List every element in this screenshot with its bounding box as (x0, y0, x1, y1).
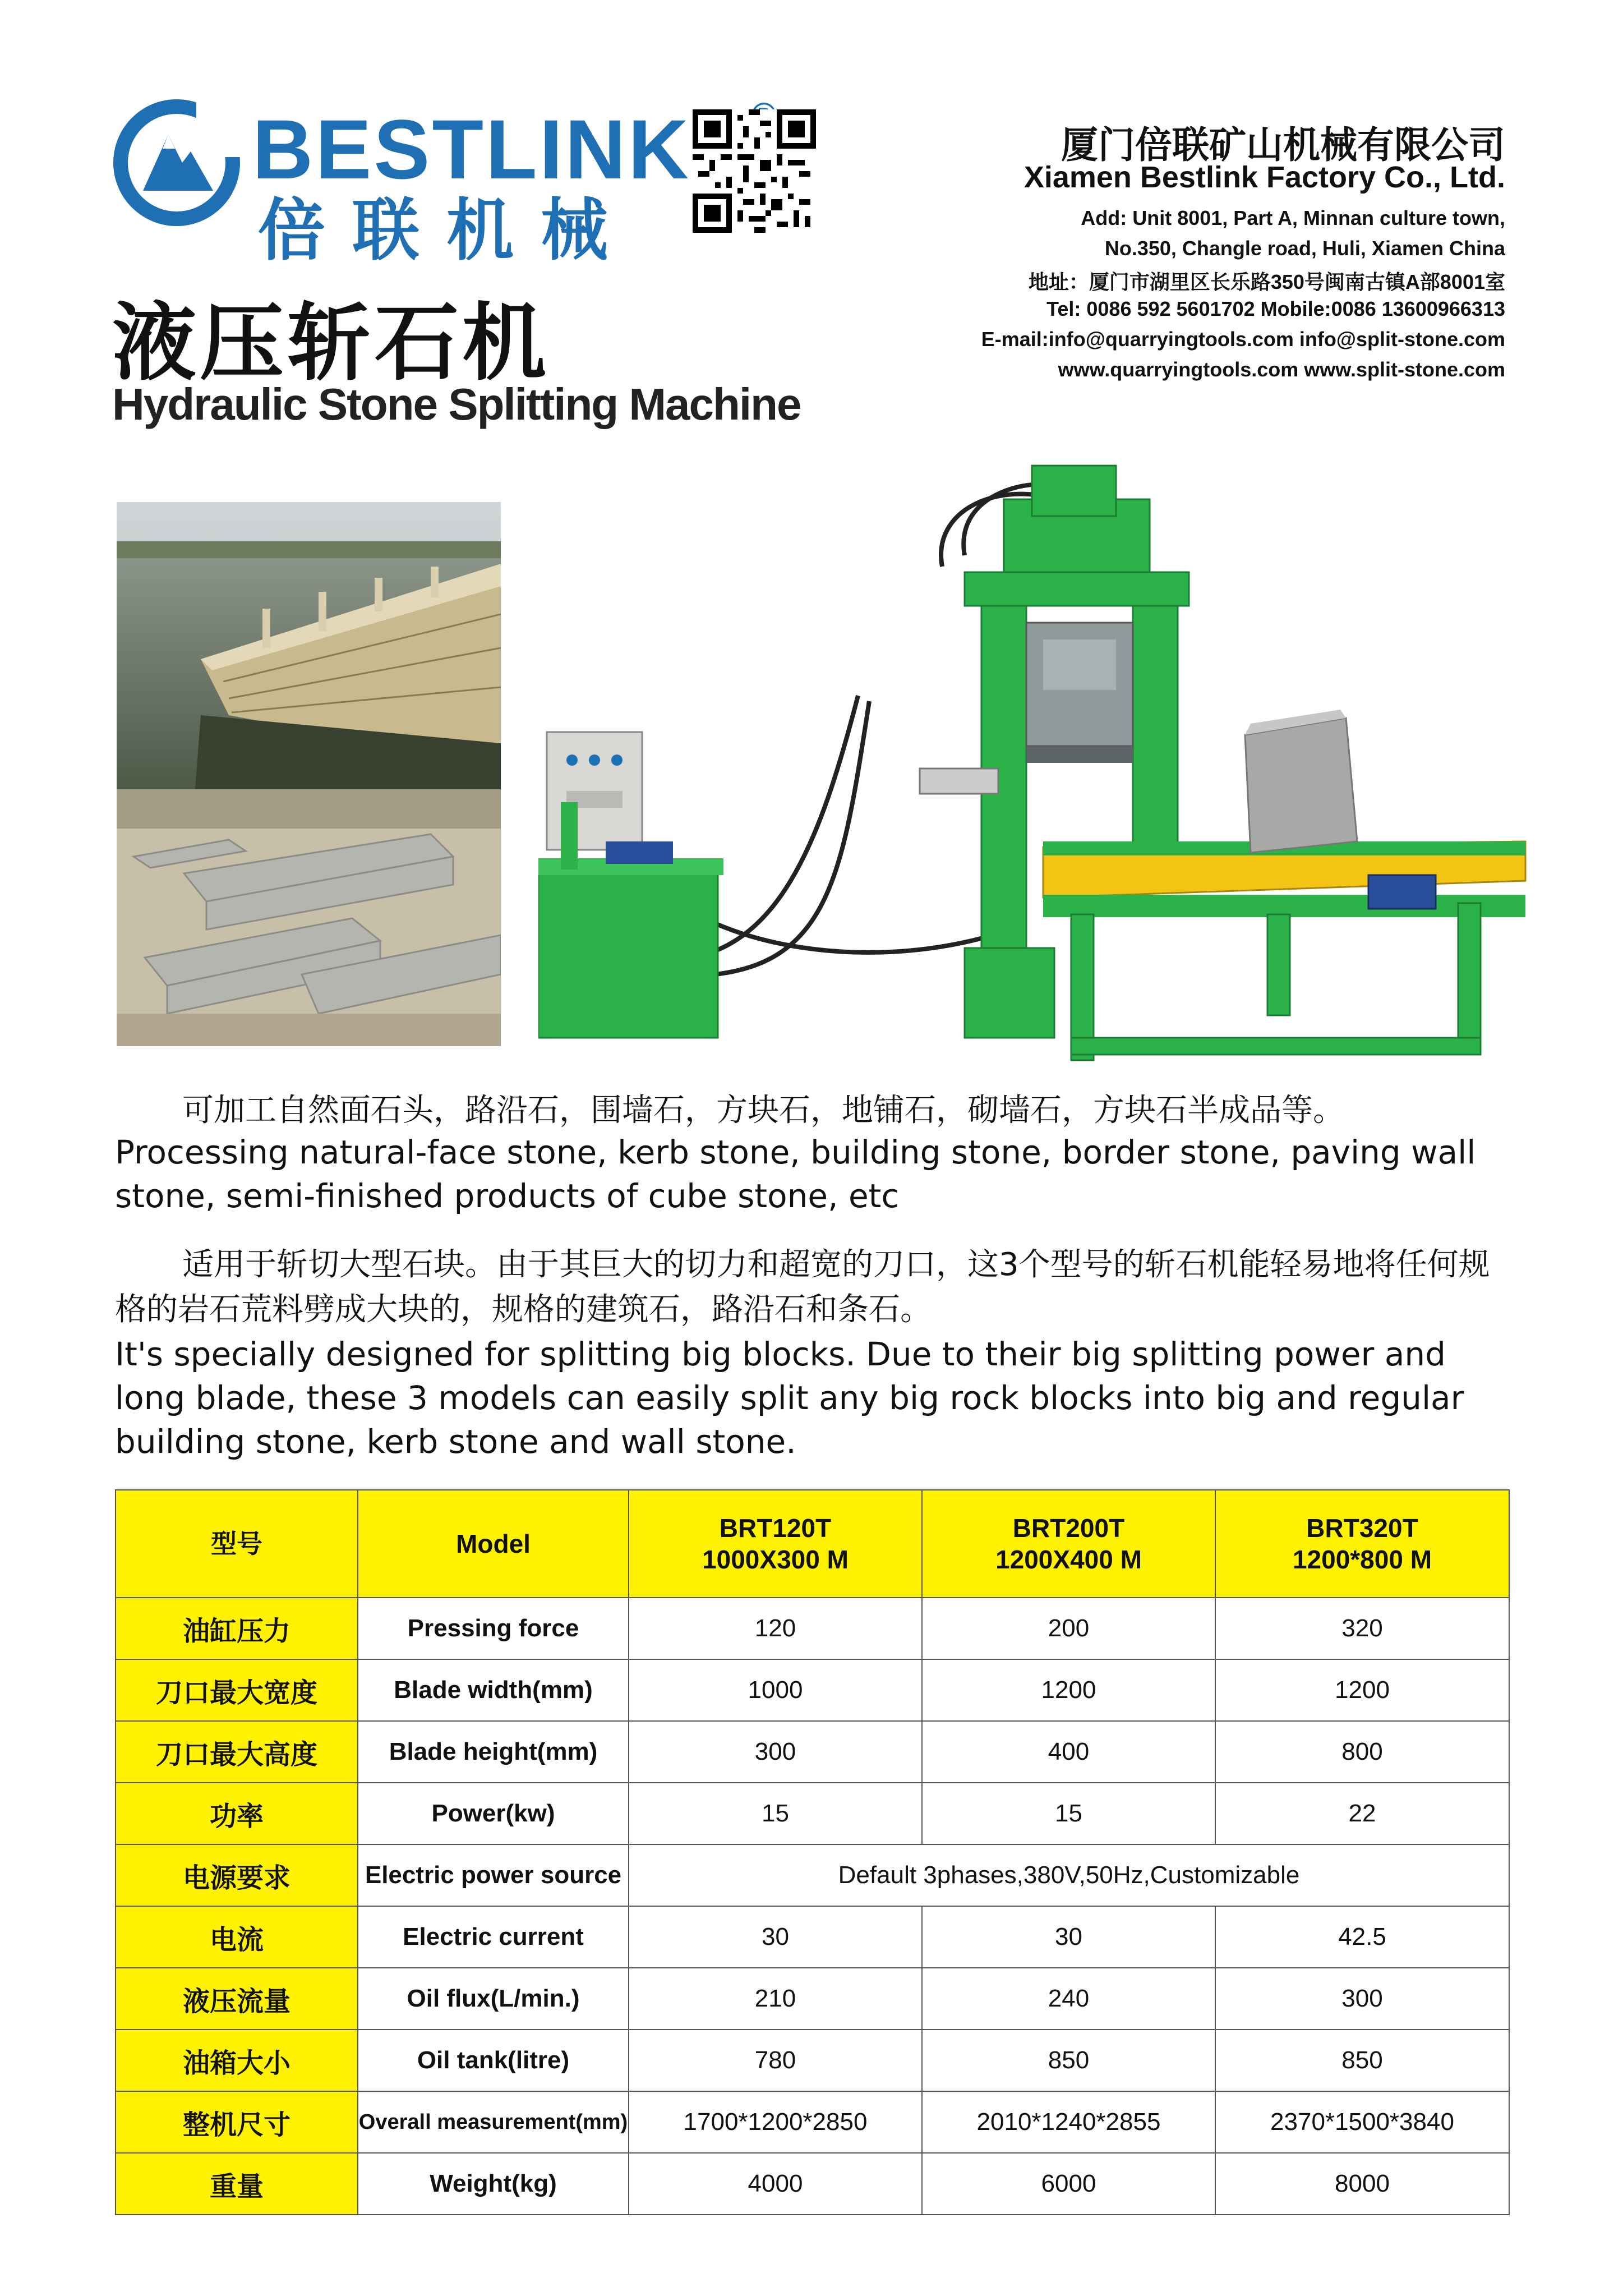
table-row (116, 2153, 1509, 2215)
company-name-en: Xiamen Bestlink Factory Co., Ltd. (1023, 160, 1505, 194)
company-phone: Tel: 0086 592 5601702 Mobile:0086 13600966313 (1046, 297, 1505, 320)
company-website: www.quarryingtools.com www.split-stone.com (1058, 358, 1505, 381)
table-row (116, 1659, 1509, 1721)
row-label-en: Oil flux(L/min.) (358, 1968, 629, 2030)
row-label-cn: 油箱大小 (116, 2030, 358, 2091)
specification-table (115, 1489, 1510, 2215)
table-row (116, 2030, 1509, 2091)
table-cell: 300 (629, 1721, 922, 1783)
row-label-en: Blade height(mm) (358, 1721, 629, 1783)
row-label-en: Electric current (358, 1906, 629, 1968)
table-cell: 30 (922, 1906, 1215, 1968)
header-model-brt320t (1215, 1490, 1509, 1598)
feature-paragraph-en: It's specially designed for splitting big blocks. Due to their big splitting power and long blade, these 3 models can easily split any big rock blocks into big and regular building stone, kerb stone and wall stone. (115, 1335, 1464, 1461)
table-cell: 850 (922, 2030, 1215, 2091)
row-label-cn: 电流 (116, 1906, 358, 1968)
company-name-cn: 厦门倍联矿山机械有限公司 (1061, 123, 1505, 167)
table-cell: 42.5 (1215, 1906, 1509, 1968)
row-label-cn: 整机尺寸 (116, 2091, 358, 2153)
table-row (116, 1844, 1509, 1906)
table-cell: 400 (922, 1721, 1215, 1783)
row-label-en: Pressing force (358, 1598, 629, 1659)
table-cell: 2010*1240*2855 (922, 2091, 1215, 2153)
table-row (116, 1968, 1509, 2030)
table-cell-merged: Default 3phases,380V,50Hz,Customizable (629, 1844, 1509, 1906)
brand-name-en: BESTLINK (252, 102, 691, 196)
model-name: BRT320T (1306, 1513, 1418, 1543)
brand-name-cn: 倍联机械 (258, 192, 635, 270)
table-row (116, 1721, 1509, 1783)
row-label-en: Weight(kg) (358, 2153, 629, 2215)
table-row (116, 1906, 1509, 1968)
row-label-cn: 液压流量 (116, 1968, 358, 2030)
row-label-cn: 刀口最大高度 (116, 1721, 358, 1783)
table-cell: 320 (1215, 1598, 1509, 1659)
row-label-en: Oil tank(litre) (358, 2030, 629, 2091)
table-cell: 8000 (1215, 2153, 1509, 2215)
row-label-en: Power(kw) (358, 1783, 629, 1844)
model-name: BRT200T (1012, 1513, 1125, 1543)
model-size: 1200*800 M (1292, 1545, 1432, 1574)
table-cell: 4000 (629, 2153, 922, 2215)
table-cell: 850 (1215, 2030, 1509, 2091)
row-label-cn: 电源要求 (116, 1844, 358, 1906)
kerb-stone-photo (117, 789, 501, 1046)
qr-code (693, 109, 816, 233)
table-cell: 300 (1215, 1968, 1509, 2030)
table-cell: 2370*1500*3840 (1215, 2091, 1509, 2153)
mountain-logo-icon (112, 95, 241, 236)
company-address-cn: 地址：厦门市湖里区长乐路350号闽南古镇A部8001室 (1028, 270, 1505, 293)
model-name: BRT120T (719, 1513, 832, 1543)
table-cell: 120 (629, 1598, 922, 1659)
row-label-en: Blade width(mm) (358, 1659, 629, 1721)
table-cell: 240 (922, 1968, 1215, 2030)
header-model-brt120t (629, 1490, 922, 1598)
table-cell: 30 (629, 1906, 922, 1968)
page-title-en: Hydraulic Stone Splitting Machine (112, 379, 801, 429)
header-model-en: Model (358, 1490, 629, 1598)
brand-logo (112, 95, 691, 270)
table-cell: 210 (629, 1968, 922, 2030)
table-cell: 6000 (922, 2153, 1215, 2215)
company-address-en-2: No.350, Changle road, Huli, Xiamen China (1104, 237, 1505, 260)
company-address-en-1: Add: Unit 8001, Part A, Minnan culture town, (1081, 206, 1505, 229)
feature-paragraph-cn: 适用于斩切大型石块。由于其巨大的切力和超宽的刀口，这3个型号的斩石机能轻易地将任何规格的岩石荒料劈成大块的，规格的建筑石，路沿石和条石。 (115, 1246, 1490, 1328)
table-row (116, 1783, 1509, 1844)
table-cell: 15 (629, 1783, 922, 1844)
row-label-cn: 刀口最大宽度 (116, 1659, 358, 1721)
table-cell: 1200 (922, 1659, 1215, 1721)
table-cell: 200 (922, 1598, 1215, 1659)
row-label-en: Electric power source (358, 1844, 629, 1906)
table-cell: 780 (629, 2030, 922, 2091)
intro-paragraph-cn: 可加工自然面石头，路沿石，围墙石，方块石，地铺石，砌墙石，方块石半成品等。 (182, 1092, 1344, 1129)
row-label-cn: 重量 (116, 2153, 358, 2215)
row-label-cn: 油缸压力 (116, 1598, 358, 1659)
intro-paragraph-en: Processing natural-face stone, kerb stone, building stone, border stone, paving wall stone, semi-finished products of cube stone, etc (115, 1133, 1476, 1215)
company-email: E-mail:info@quarryingtools.com info@split-stone.com (981, 328, 1505, 351)
table-row (116, 2091, 1509, 2153)
stone-bridge-photo (117, 502, 501, 789)
model-size: 1200X400 M (995, 1545, 1142, 1574)
table-cell: 22 (1215, 1783, 1509, 1844)
header-model-cn: 型号 (116, 1490, 358, 1598)
table-cell: 800 (1215, 1721, 1509, 1783)
table-cell: 15 (922, 1783, 1215, 1844)
header-model-brt200t (922, 1490, 1215, 1598)
table-cell: 1000 (629, 1659, 922, 1721)
table-cell: 1200 (1215, 1659, 1509, 1721)
page-title-cn: 液压斩石机 (112, 295, 550, 392)
table-row (116, 1598, 1509, 1659)
table-cell: 1700*1200*2850 (629, 2091, 922, 2153)
table-header-row (116, 1490, 1509, 1598)
qr-code-icon (693, 109, 816, 233)
model-size: 1000X300 M (702, 1545, 849, 1574)
row-label-en: Overall measurement(mm) (358, 2091, 629, 2153)
row-label-cn: 功率 (116, 1783, 358, 1844)
hydraulic-splitting-machine-image (538, 454, 1537, 1077)
